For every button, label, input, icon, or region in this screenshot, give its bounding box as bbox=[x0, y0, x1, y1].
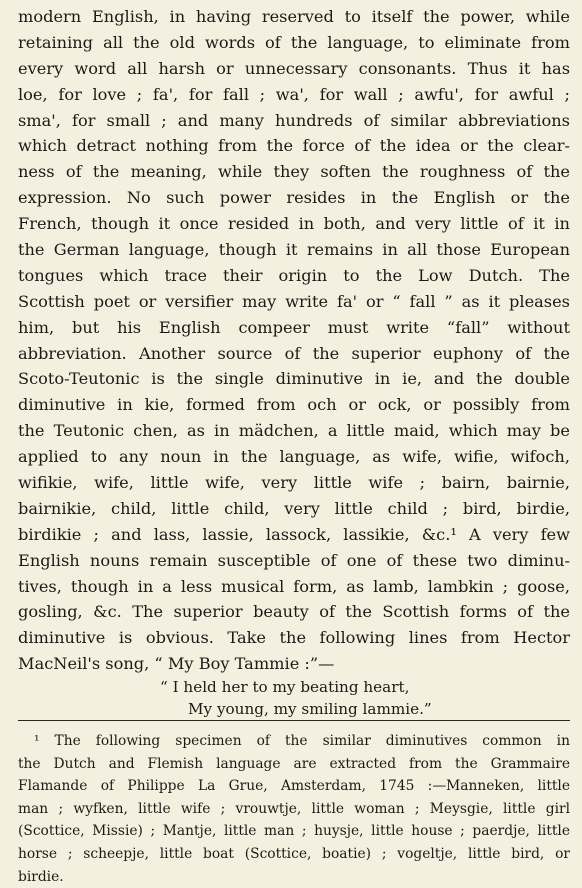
body-line: him, but his English compeer must write “fall” without bbox=[18, 317, 570, 337]
footnote-line: birdie. bbox=[18, 868, 64, 885]
body-line: Scottish poet or versifier may write fa' or “ fall ” as it pleases bbox=[18, 291, 570, 311]
body-text bbox=[18, 4, 570, 677]
body-line: tongues which trace their origin to the Low Dutch. The bbox=[18, 265, 570, 285]
verse-line: My young, my smiling lammie.” bbox=[188, 700, 432, 718]
body-line: MacNeil's song, “ My Boy Tammie :”— bbox=[18, 654, 335, 674]
body-line: modern English, in having reserved to itself the power, while bbox=[18, 7, 570, 26]
body-line: the German language, though it remains in all those European bbox=[18, 240, 570, 260]
body-line: gosling, &c. The superior beauty of the Scottish forms of the bbox=[18, 602, 570, 622]
body-line: expression. No such power resides in the English or the bbox=[18, 188, 570, 208]
body-line: every word all harsh or unnecessary consonants. Thus it has bbox=[18, 58, 570, 78]
footnote-line: horse ; scheepje, little boat (Scottice, boatie) ; vogeltje, little bird, or bbox=[18, 845, 570, 862]
footnote-line: ¹ The following specimen of the similar diminutives common in bbox=[34, 733, 570, 749]
body-line: bairnikie, child, little child, very little child ; bird, birdie, bbox=[18, 498, 570, 518]
body-line: which detract nothing from the force of the idea or the clear- bbox=[18, 136, 570, 156]
body-line: retaining all the old words of the language, to eliminate from bbox=[18, 32, 570, 52]
body-line: wifikie, wife, little wife, very little wife ; bairn, bairnie, bbox=[18, 473, 570, 493]
body-line: birdikie ; and lass, lassie, lassock, lassikie, &c.¹ A very few bbox=[18, 524, 570, 544]
body-line: applied to any noun in the language, as wife, wifie, wifoch, bbox=[18, 447, 570, 467]
body-line: tives, though in a less musical form, as lamb, lambkin ; goose, bbox=[18, 576, 570, 596]
body-line: French, though it once resided in both, and very little of it in bbox=[18, 214, 570, 234]
body-line: Scoto-Teutonic is the single diminutive in ie, and the double bbox=[18, 369, 570, 389]
verse-line: “ I held her to my beating heart, bbox=[160, 678, 410, 696]
body-line: English nouns remain susceptible of one of these two diminu- bbox=[18, 550, 570, 570]
body-line: ness of the meaning, while they soften the roughness of the bbox=[18, 162, 570, 182]
body-line: the Teutonic chen, as in mädchen, a little maid, which may be bbox=[18, 421, 570, 441]
body-line: loe, for love ; fa', for fall ; wa', for wall ; awfu', for awful ; bbox=[18, 84, 570, 104]
footnote-line: Flamande of Philippe La Grue, Amsterdam, 1745 :—Manneken, little bbox=[18, 778, 570, 795]
footnote-rule bbox=[18, 720, 570, 721]
footnote-line: the Dutch and Flemish language are extracted from the Grammaire bbox=[18, 755, 570, 772]
footnote bbox=[18, 730, 570, 888]
body-line: abbreviation. Another source of the superior euphony of the bbox=[18, 343, 570, 363]
footnote-line: man ; wyfken, little wife ; vrouwtje, little woman ; Meysgie, little girl bbox=[18, 800, 570, 817]
body-line: diminutive is obvious. Take the following lines from Hector bbox=[18, 628, 570, 648]
footnote-line: (Scottice, Missie) ; Mantje, little man ; huysje, little house ; paerdje, little bbox=[18, 823, 570, 840]
body-line: diminutive in kie, formed from och or ock, or possibly from bbox=[18, 395, 570, 415]
body-line: sma', for small ; and many hundreds of similar abbreviations bbox=[18, 110, 570, 130]
